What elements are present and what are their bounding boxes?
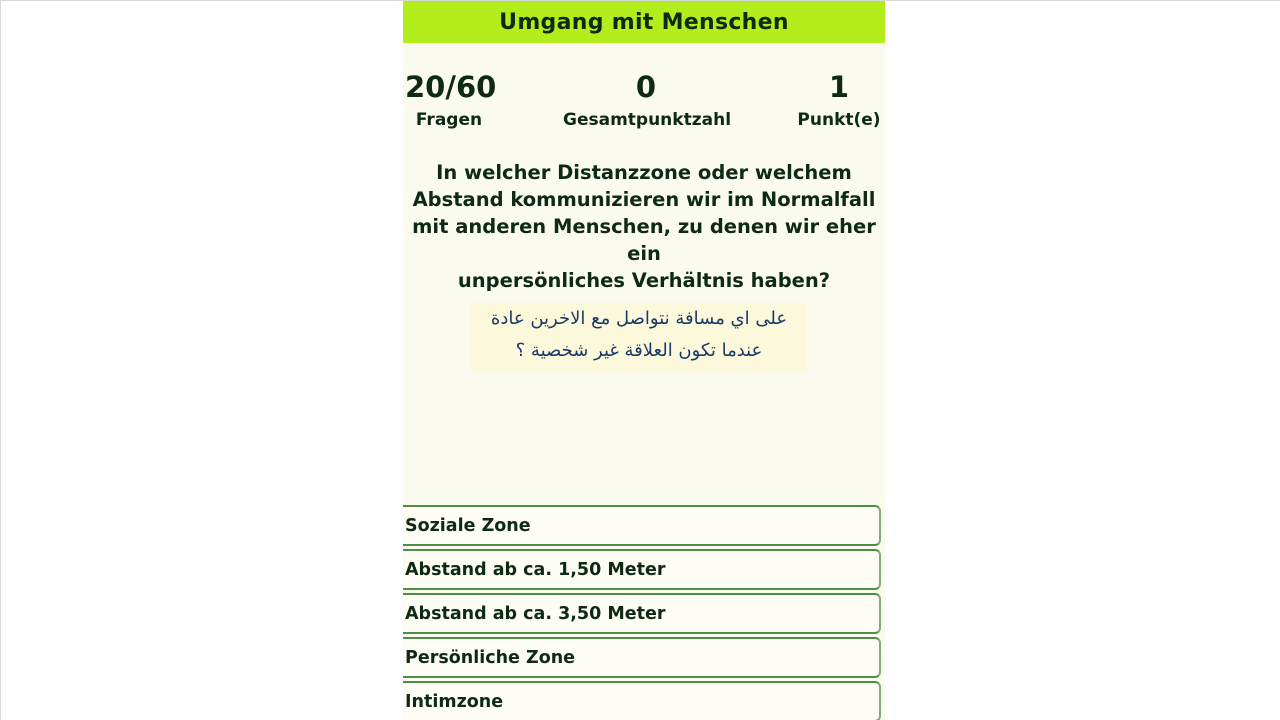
questions-counter-value: 20/60: [405, 70, 497, 104]
answer-option[interactable]: [403, 637, 881, 678]
arabic-translation-line: على اي مسافة نتواصل مع الاخرين عادة: [490, 308, 788, 329]
question-points: [797, 69, 881, 132]
answer-option[interactable]: [403, 681, 881, 720]
questions-counter: [405, 69, 497, 132]
question-points-value: 1: [828, 70, 850, 104]
answer-option-label: Intimzone: [405, 691, 504, 712]
question-line: Abstand kommunizieren wir im Normalfall: [412, 188, 876, 211]
answer-list: [403, 505, 885, 720]
answer-option-label: Soziale Zone: [405, 515, 531, 536]
question-line: unpersönliches Verhältnis haben?: [457, 269, 831, 292]
question-line: mit anderen Menschen, zu denen wir eher ein: [412, 215, 876, 265]
answer-option-label: Persönliche Zone: [405, 647, 576, 668]
question-line: In welcher Distanzzone oder welchem: [436, 161, 852, 184]
arabic-translation-line: عندما تكون العلاقة غير شخصية ؟: [515, 340, 763, 361]
quiz-screen: [403, 1, 885, 720]
answer-option-label: Abstand ab ca. 1,50 Meter: [405, 559, 666, 580]
total-score: [563, 69, 732, 132]
answer-option[interactable]: [403, 593, 881, 634]
answer-option[interactable]: [403, 549, 881, 590]
arabic-translation: [471, 303, 807, 371]
answer-option[interactable]: [403, 505, 881, 546]
question-points-label: Punkt(e): [797, 110, 881, 130]
title-bar: [403, 1, 885, 43]
page-title: Umgang mit Menschen: [499, 9, 789, 35]
total-score-label: Gesamtpunktzahl: [563, 110, 732, 130]
answer-option-label: Abstand ab ca. 3,50 Meter: [405, 603, 666, 624]
question-text: [403, 159, 885, 294]
total-score-value: 0: [635, 70, 657, 104]
questions-counter-label: Fragen: [415, 110, 483, 130]
